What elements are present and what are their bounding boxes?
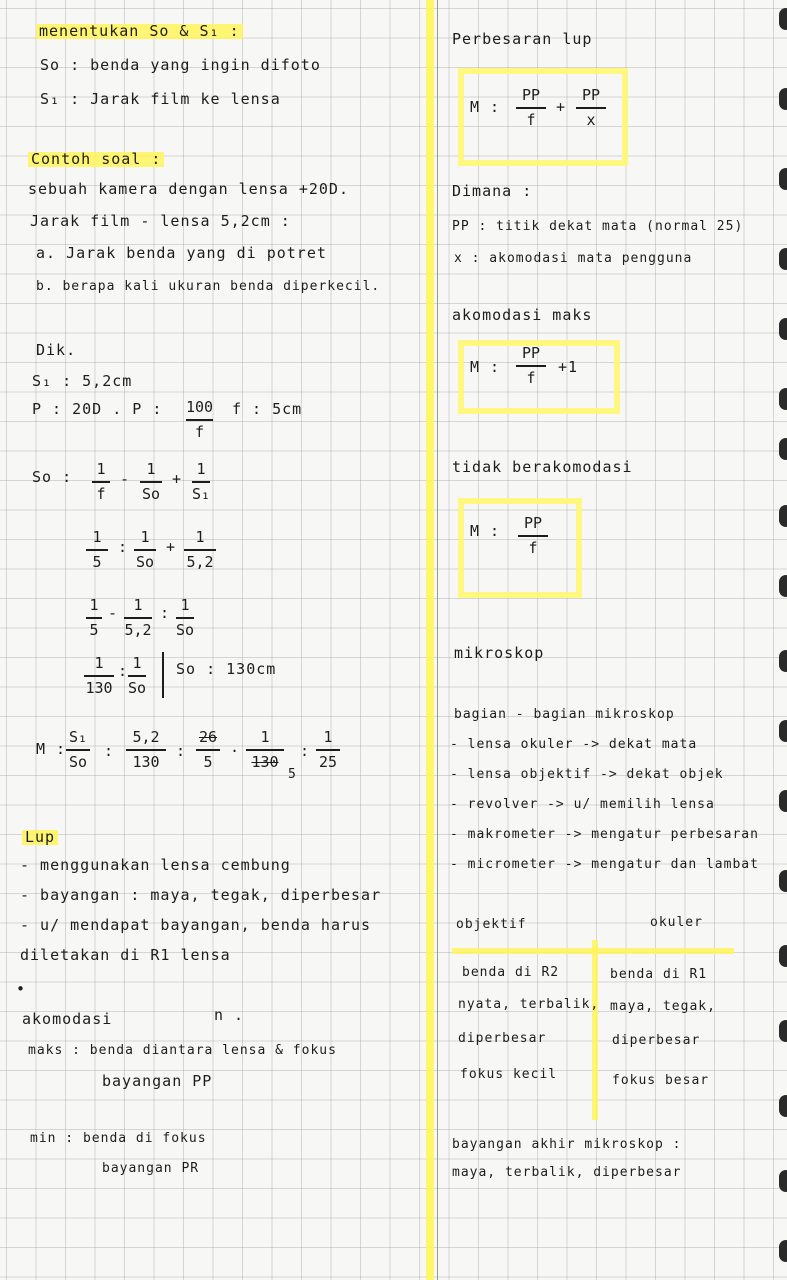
table-column-rule	[592, 940, 598, 1120]
frac-1-s1: 1 S₁	[192, 460, 211, 503]
diketahui-label: Dik.	[36, 341, 77, 359]
plus-sign: +	[172, 470, 183, 488]
formula2-m: M :	[470, 358, 501, 376]
equals-sign: :	[300, 742, 311, 760]
frac-pp-f-2: PP f	[516, 346, 546, 386]
lup-heading: Lup	[22, 830, 58, 845]
lup-item-1: - menggunakan lensa cembung	[20, 856, 291, 874]
part-5: - micrometer -> mengatur dan lambat	[450, 857, 759, 872]
spiral-ring	[779, 248, 787, 270]
s1-definition: S₁ : Jarak film ke lensa	[40, 90, 281, 108]
tidak-berakomodasi-heading: tidak berakomodasi	[452, 458, 633, 476]
part-2: - lensa objektif -> dekat objek	[450, 767, 724, 782]
formula-m: M :	[470, 98, 501, 116]
spiral-ring	[779, 870, 787, 892]
spiral-ring	[779, 505, 787, 527]
spiral-ring	[779, 318, 787, 340]
heading-so-s1: menentukan So & S₁ :	[36, 24, 243, 39]
spiral-ring	[779, 8, 787, 30]
table-cell: diperbesar	[612, 1033, 701, 1048]
frac-1-so: 1 So	[141, 460, 161, 503]
spiral-ring	[779, 575, 787, 597]
lup-item-3: - u/ mendapat bayangan, benda harus	[20, 916, 372, 934]
table-cell: benda di R1	[610, 967, 708, 982]
table-cell: benda di R2	[462, 965, 560, 980]
part-4: - makrometer -> mengatur perbesaran	[450, 827, 759, 842]
frac-1-130: 1 130	[85, 654, 113, 697]
equals-sign: :	[118, 662, 129, 680]
plus-one: +1	[558, 358, 579, 376]
page-fold-line	[437, 0, 438, 1280]
frac-1-so-3: 1 So	[176, 596, 195, 639]
bayangan-akhir-heading: bayangan akhir mikroskop :	[452, 1137, 682, 1152]
question-line-1: sebuah kamera dengan lensa +20D.	[28, 180, 349, 198]
frac-1-52: 1 5,2	[184, 530, 216, 570]
table-cell: nyata, terbalik,	[458, 997, 600, 1012]
pp-definition: PP : titik dekat mata (normal 25)	[452, 219, 744, 234]
table-header-okuler: okuler	[650, 915, 703, 930]
formula3-m: M :	[470, 522, 501, 540]
s1-value: S₁ : 5,2cm	[32, 372, 133, 390]
dimana-label: Dimana :	[452, 182, 533, 200]
akomodasi-maks-heading: akomodasi maks	[452, 306, 593, 324]
min-line: min : benda di fokus	[30, 1131, 207, 1146]
table-cell: maya, tegak,	[610, 999, 716, 1014]
table-header-objektif: objektif	[456, 917, 527, 932]
minus-sign: -	[120, 470, 131, 488]
subscript-5: 5	[288, 767, 297, 782]
bayangan-akhir-value: maya, terbalik, diperbesar	[452, 1165, 682, 1180]
bagian-heading: bagian - bagian mikroskop	[454, 707, 675, 722]
spiral-ring	[779, 388, 787, 410]
frac-1-f: 1 f	[92, 462, 110, 502]
equals-sign: :	[104, 742, 115, 760]
question-b: b. berapa kali ukuran benda diperkecil.	[36, 279, 381, 294]
bullet-dot: •	[16, 980, 27, 998]
frac-1-25: 1 25	[316, 730, 340, 770]
frac-pp-f-3: PP f	[518, 516, 548, 556]
x-definition: x : akomodasi mata pengguna	[454, 251, 693, 266]
akomodasi-tail: n .	[214, 1006, 245, 1024]
spiral-ring	[779, 790, 787, 812]
equals-sign: :	[176, 742, 187, 760]
frac-52-130: 5,2 130	[126, 730, 166, 770]
spiral-ring	[779, 1170, 787, 1192]
frac-1-5b: 1 5	[86, 598, 102, 638]
yellow-margin-line	[426, 0, 434, 1280]
mikroskop-heading: mikroskop	[454, 644, 545, 662]
m-label: M :	[36, 740, 67, 758]
table-cell: diperbesar	[458, 1031, 547, 1046]
maks-bayangan: bayangan PP	[102, 1072, 213, 1090]
maks-line: maks : benda diantara lensa & fokus	[28, 1043, 337, 1058]
so-result: So : 130cm	[176, 660, 277, 678]
equals-sign: :	[118, 538, 129, 556]
akomodasi-label: akomodasi	[22, 1010, 113, 1028]
spiral-ring	[779, 720, 787, 742]
question-a: a. Jarak benda yang di potret	[36, 244, 327, 262]
minus-sign: -	[108, 604, 119, 622]
frac-26-5: 26 5	[196, 730, 220, 770]
equals-sign: :	[160, 604, 171, 622]
question-line-2: Jarak film - lensa 5,2cm :	[30, 212, 291, 230]
plus-sign: +	[166, 538, 177, 556]
spiral-ring	[779, 945, 787, 967]
so-definition: So : benda yang ingin difoto	[40, 56, 321, 74]
frac-1-52b: 1 5,2	[124, 596, 152, 639]
contoh-soal-heading: Contoh soal :	[28, 152, 164, 167]
spiral-ring	[779, 650, 787, 672]
part-1: - lensa okuler -> dekat mata	[450, 737, 698, 752]
spiral-ring	[779, 438, 787, 460]
frac-1-130b: 1 130	[246, 730, 284, 770]
spiral-ring	[779, 1240, 787, 1262]
spiral-ring	[779, 168, 787, 190]
frac-1-5: 1 5	[86, 530, 108, 570]
power-fraction: 100 f	[186, 398, 214, 441]
focal-length: f : 5cm	[232, 400, 303, 418]
plus-sign: +	[556, 98, 567, 116]
result-divider	[162, 652, 164, 698]
spiral-ring	[779, 88, 787, 110]
power-line: P : 20D . P :	[32, 400, 163, 418]
frac-pp-x: PP x	[576, 88, 606, 128]
spiral-ring	[779, 1020, 787, 1042]
table-cell: fokus besar	[612, 1073, 710, 1088]
frac-1-so-2: 1 So	[135, 528, 155, 571]
table-cell: fokus kecil	[460, 1067, 558, 1082]
frac-pp-f: PP f	[516, 88, 546, 128]
perbesaran-heading: Perbesaran lup	[452, 30, 593, 48]
lup-item-2: - bayangan : maya, tegak, diperbesar	[20, 886, 382, 904]
frac-1-so-4: 1 So	[128, 654, 147, 697]
min-bayangan: bayangan PR	[102, 1161, 200, 1176]
dot-operator: ·	[230, 742, 241, 760]
part-3: - revolver -> u/ memilih lensa	[450, 797, 715, 812]
so-equation-label: So :	[32, 468, 73, 486]
frac-s1-so: S₁ So	[66, 730, 90, 770]
lup-item-4: diletakan di R1 lensa	[20, 946, 231, 964]
spiral-ring	[779, 1095, 787, 1117]
